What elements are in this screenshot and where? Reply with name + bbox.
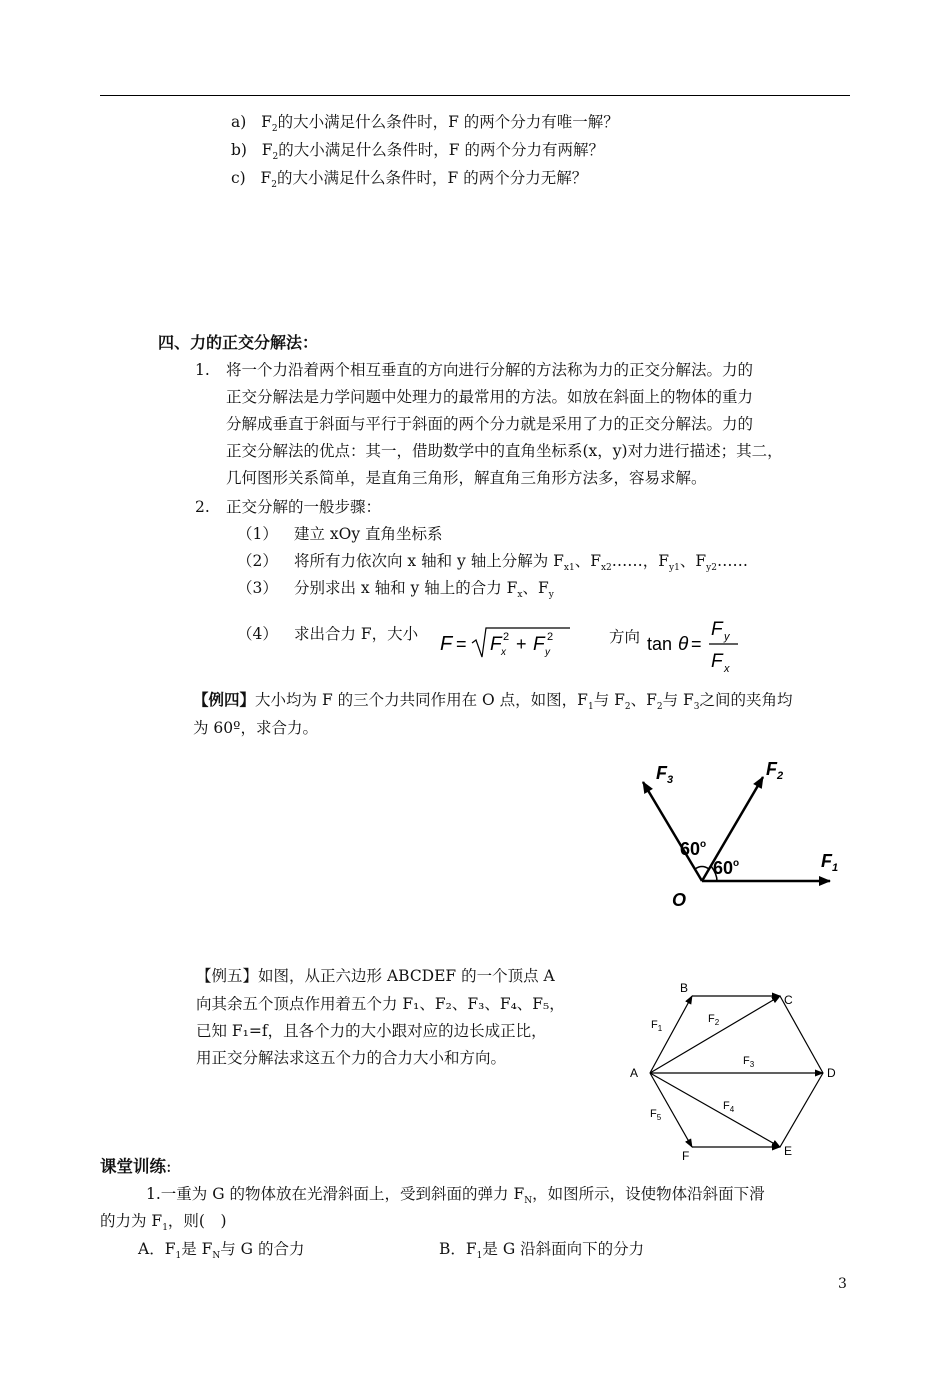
- vertex-d: D: [827, 1066, 836, 1080]
- subscript: N: [212, 1251, 221, 1262]
- question-text: F: [261, 113, 272, 131]
- item1-number: 1.: [195, 361, 210, 379]
- example4-line1: [193, 690, 793, 717]
- subscript: y2: [706, 563, 717, 574]
- hexagon-edge: [780, 996, 823, 1073]
- svg-text:=: =: [691, 634, 702, 654]
- force-arrow-f3: [643, 782, 702, 881]
- question-marker: c): [231, 169, 246, 187]
- question-marker: b): [231, 141, 247, 159]
- svg-text:F: F: [440, 633, 453, 655]
- text: 之间的夹角均: [699, 691, 793, 709]
- step-text: [294, 551, 748, 578]
- text: 1.一重为 G 的物体放在光滑斜面上，受到斜面的弹力 F: [146, 1185, 525, 1203]
- step-number: （3）: [237, 579, 278, 597]
- example-tag: 【例四】: [193, 690, 256, 709]
- vertex-a: A: [630, 1066, 639, 1080]
- question-text: F: [261, 141, 273, 159]
- svg-text:2: 2: [547, 631, 554, 643]
- subscript: 1: [587, 702, 594, 713]
- item1-line: 将一个力沿着两个相互垂直的方向进行分解的方法称为力的正交分解法。力的: [226, 361, 754, 379]
- text: ，如图所示，设使物体沿斜面下滑: [532, 1185, 765, 1203]
- step-number: （1）: [237, 525, 278, 543]
- example5-line4: 用正交分解法求这五个力的合力大小和方向。: [196, 1049, 507, 1067]
- vertex-b: B: [680, 981, 689, 995]
- svg-text:=: =: [456, 634, 467, 654]
- step-number: （4）: [237, 625, 278, 643]
- svg-text:y: y: [545, 647, 550, 658]
- text: 大小均为 F 的三个力共同作用在 O 点，如图，F: [255, 691, 588, 709]
- svg-text:θ: θ: [678, 634, 689, 655]
- text: A．F: [138, 1240, 176, 1258]
- practice-q1-line1: [146, 1184, 765, 1211]
- subscript: 2: [656, 702, 663, 713]
- angle-label: 60$^o$: [713, 858, 740, 878]
- vertex-c: C: [784, 993, 793, 1007]
- text: 是 G 沿斜面向下的分力: [482, 1240, 645, 1258]
- step-text-part: ……，F: [611, 552, 670, 570]
- question-a: [231, 112, 619, 139]
- item1-line: 正交分解法的优点：其一，借助数学中的直角坐标系(x，y)对力进行描述；其二，: [226, 442, 783, 460]
- svg-text:x: x: [724, 663, 730, 675]
- svg-text:2: 2: [503, 631, 510, 643]
- question-text: F: [260, 169, 272, 187]
- subscript: x1: [563, 563, 575, 574]
- label-f1: $F_1$: [821, 851, 839, 874]
- subscript: 2: [271, 124, 278, 135]
- example-tag: 【例五】: [196, 967, 259, 985]
- vertex-e: E: [784, 1144, 793, 1158]
- label-f2: $F_2$: [708, 1013, 720, 1027]
- step-text-part: 、F: [522, 579, 549, 597]
- question-text: 的大小满足什么条件时，F 的两个分力有两解？: [278, 141, 604, 159]
- direction-formula: [645, 610, 745, 676]
- text: 、F: [630, 691, 657, 709]
- step-text-part: 将所有力依次向 x 轴和 y 轴上分解为 F: [294, 552, 564, 570]
- subscript: 1: [162, 1223, 168, 1234]
- hexagon-diagram: [625, 978, 850, 1168]
- example5-line1: [196, 966, 555, 986]
- colon: :: [166, 1157, 172, 1176]
- subscript: 1: [175, 1251, 182, 1262]
- subscript: 2: [272, 152, 279, 163]
- subscript: x: [517, 590, 523, 601]
- text: 与 G 的合力: [220, 1240, 305, 1258]
- force-arrow-f4: [650, 1073, 780, 1147]
- hexagon-edge: [780, 1073, 823, 1147]
- practice-q1-line2: [100, 1211, 227, 1238]
- text: 与 F: [662, 691, 694, 709]
- step-text-part: ……: [716, 552, 748, 570]
- example5-line2: 向其余五个顶点作用着五个力 F₁、F₂、F₃、F₄、F₅，: [196, 995, 565, 1013]
- question-text: 的大小满足什么条件时，F 的两个分力有唯一解？: [277, 113, 619, 131]
- origin-label: O: [672, 890, 687, 910]
- step-text: 求出合力 F，大小: [294, 625, 419, 643]
- example4-line2: 为 60º，求合力。: [193, 719, 318, 737]
- text: 是 F: [181, 1240, 213, 1258]
- label-f3: $F_3$: [743, 1055, 755, 1069]
- subscript: N: [524, 1196, 533, 1207]
- text: 如图，从正六边形 ABCDEF 的一个顶点 A: [258, 967, 555, 985]
- svg-text:F: F: [490, 634, 502, 655]
- question-b: [231, 140, 604, 167]
- option-b: [439, 1239, 644, 1266]
- subscript: 1: [476, 1251, 483, 1262]
- label-f4: $F_4$: [723, 1100, 735, 1114]
- text: B．F: [439, 1240, 477, 1258]
- text: ，则( ): [167, 1212, 227, 1230]
- svg-text:+: +: [516, 634, 527, 654]
- option-a: [138, 1239, 305, 1266]
- step-text-part: 分别求出 x 轴和 y 轴上的合力 F: [294, 579, 518, 597]
- step-number: （2）: [237, 552, 278, 570]
- force-arrow-f1: [650, 996, 692, 1073]
- question-text: 的大小满足什么条件时，F 的两个分力无解？: [277, 169, 588, 187]
- section-title: 四、力的正交分解法：: [158, 333, 319, 352]
- svg-text:F: F: [533, 634, 545, 655]
- example5-line3: 已知 F₁=f，且各个力的大小跟对应的边长成正比，: [196, 1022, 547, 1040]
- step-text: 建立 xOy 直角坐标系: [294, 525, 443, 543]
- step-text-part: 、F: [574, 552, 601, 570]
- step-text: [294, 578, 554, 605]
- angle-label: 60$^o$: [680, 839, 707, 859]
- item1-line: 分解成垂直于斜面与平行于斜面的两个分力就是采用了力的正交分解法。力的: [226, 415, 754, 433]
- subscript: y: [548, 590, 554, 601]
- svg-text:tan: tan: [647, 634, 673, 654]
- header-rule: [100, 95, 850, 96]
- subscript: 3: [693, 702, 700, 713]
- practice-title-text: 课堂训练: [100, 1157, 166, 1176]
- page-number: 3: [838, 1276, 847, 1292]
- magnitude-formula: [438, 624, 573, 664]
- force-arrow-f2: [650, 996, 780, 1073]
- subscript: y1: [669, 563, 680, 574]
- svg-text:x: x: [501, 647, 506, 658]
- text: 的力为 F: [100, 1212, 163, 1230]
- svg-text:F: F: [711, 651, 723, 672]
- force-diagram: [625, 750, 855, 915]
- label-f2: $F_2$: [766, 759, 784, 782]
- svg-text:F: F: [711, 619, 723, 640]
- item1-line: 正交分解法是力学问题中处理力的最常用的方法。如放在斜面上的物体的重力: [226, 388, 754, 406]
- svg-text:y: y: [724, 631, 730, 643]
- question-marker: a): [231, 113, 247, 131]
- step-text-part: 、F: [679, 552, 707, 570]
- label-f5: $F_5$: [650, 1108, 662, 1122]
- direction-label: 方向: [609, 628, 641, 646]
- text: 与 F: [593, 691, 625, 709]
- subscript: 2: [624, 702, 631, 713]
- angle-arc: [695, 867, 709, 870]
- item1-line: 几何图形关系简单，是直角三角形，解直角三角形方法多，容易求解。: [226, 469, 707, 487]
- label-f3: $F_3$: [656, 763, 674, 786]
- vertex-f: F: [682, 1149, 690, 1163]
- subscript: x2: [600, 563, 612, 574]
- label-f1: $F_1$: [651, 1019, 663, 1033]
- subscript: 2: [271, 180, 278, 191]
- question-c: [231, 168, 587, 195]
- item2-title: 正交分解的一般步骤：: [226, 498, 382, 516]
- practice-title: [100, 1157, 172, 1177]
- item2-number: 2.: [195, 498, 210, 516]
